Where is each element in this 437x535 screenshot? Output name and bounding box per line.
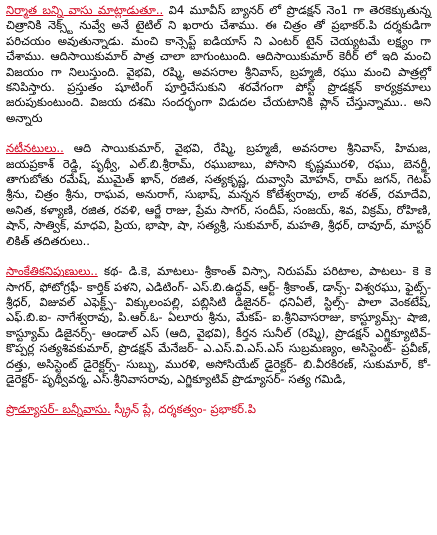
cast-text: ఆది సాయికుమార్, వైభవి, రేష్మి, బ్రహ్మజీ, అవసరాల శ్రీనివాస్, హిమజ, జయప్రకాశ్ రెడ్డి, పృథ్వీ, ఎల్.బి.శ్రీరామ్, రఘుబాబు, పోసాని కృష్ణమురళి, రఘు, బెనర్జీ, తాగుబోతు రమేష్, ముమైత్ ఖాన్, రజిత, సత్యకృష్ణ, దువ్వాసి మోహన్, రామ్ జగన్, గెటప్ శ్రీను, చిత్రం శ్రీను, రాఘవ, అనురాగ్, సుభాష్, మన్నన కోటేశ్వరావు, లాబ్ శరత్, రమాదేవి, అనిత, కళ్యాణి, రజిత, రవళి, ఆర్జే రాజు, ప్రేమ సాగర్, సందీప్, సంజయ్, శివ, విక్రమ్, రోహిణి, షాన్, సాత్విక్, మాధవి, ప్రియ, భాషా, షా, సత్యశ్రీ, సుకుమార్, మహతి, శ్రీధర్, దావూద్, మాస్టర్ లికిత్ తదితరులు.. [6, 141, 431, 248]
crew-paragraph [6, 264, 431, 387]
crew-lead-label: సాంకేతికనిపుణులు.. [6, 264, 98, 279]
cast-paragraph [6, 141, 431, 249]
director-credit: స్క్రీన్ ప్లే, దర్శకత్వం- ప్రభాకర్.పి [110, 402, 256, 417]
cast-lead-label: నటీనటులు.. [6, 141, 64, 156]
intro-lead-label: నిర్మాత బన్ని వాసు మాట్లాడుతూ.. [6, 3, 164, 17]
producer-credit: ప్రొడ్యూసర్- బన్నీవాసు. [6, 402, 111, 417]
intro-text: వి4 మూవీస్ బ్యానర్ లో ప్రొడక్షన్ నెం1 గా తెరకెక్కుతున్న చిత్రానికి నెక్స్ట్ నువ్వే అనే టైటిల్ ని ఖరారు చేశాము. ఈ చిత్రం తో ప్రభాకర్.పి దర్శకుడిగా పరిచయం అవుతున్నాడు. మంచి కాన్సెప్ట్ ఐడియాస్ ని ఎంటర్ టైన్ చెయ్యటమే లక్ష్యం గా చేశాము. ఆదిసాయికుమార్ పాత్ర చాలా బాగుంటుంది. ఆదిసాయికుమార్ కెరీర్ లో ఇది మంచి విజయం గా నిలుస్తుంది. వైభవి, రష్మి, అవసరాల శ్రీనివాస్, బ్రహ్మజీ, రఘు మంచి పాత్రల్లో కనిపిస్తారు. ప్రస్తుతం షూటింగ్ పూర్తిచేసుకుని శరవేగంగా పోస్ట్ ప్రొడక్షన్ కార్యక్రమాలు జరుపుకుంటుంది. విజయ దశమి సందర్భంగా విడుదల చేయటానికి ప్లాన్ చేస్తున్నాము.. అని అన్నారు [6, 3, 432, 125]
intro-paragraph [6, 3, 431, 126]
crew-text: కథ- డి.కె, మాటలు- శ్రీకాంత్ విస్సా, నిరుపమ్ పరిటాల, పాటలు- కె కె సాగర్, ఫోటోగ్రఫీ- కార్తిక్ పళని, ఎడిటింగ్- ఎస్.బి.ఉద్ధవ్, ఆర్ట్- శ్రీకాంత్, డాన్స్- విశ్వరఘు, ఫైట్స్- శ్రీధర్, విజువల్ ఎఫెక్ట్స్- విక్కులంపల్లి, పబ్లిసిటి డిజైనర్- ధనిఏలే, స్టిల్స్- పాలా వెంకటేష్, ఎఫ్.బి.ఐ- నాగేశ్వరావు, పి.ఆర్.ఓ- ఏలూరు శ్రీను, మేకప్- ఐ.శ్రీనివాసరాజు, కాస్ట్యూమ్స్- షాజి, కాస్ట్యూమ్ డిజైనర్స్- ఆండాల్ ఎస్ (ఆది, వైభవి), కీర్తన సునీల్ (రష్మి), ప్రొడక్షన్ ఎగ్జిక్యూటివ్- కొప్పర్ల సత్యశివకుమార్, ప్రొడక్షన్ మేనేజర్- ఎ.ఎస్.వి.ఎస్.ఎస్ సుబ్రమణ్యం, అసిస్టెంట్- ప్రవీణ్, దత్తు, అసిస్టెంట్ డైరెక్టర్స్- సుబ్బు, మురళి, అసోసియేట్ డైరెక్టర్- బి.వీరకిరణ్, సుకుమార్, కో-డైరెక్టర్- పృథ్వీవర్మ, ఎస్.శ్రీనివాసరావు, ఎగ్జిక్యూటివ్ ప్రొడ్యూసర్- సత్య గమిడి, [6, 264, 431, 386]
closing-credit-line [6, 402, 431, 417]
